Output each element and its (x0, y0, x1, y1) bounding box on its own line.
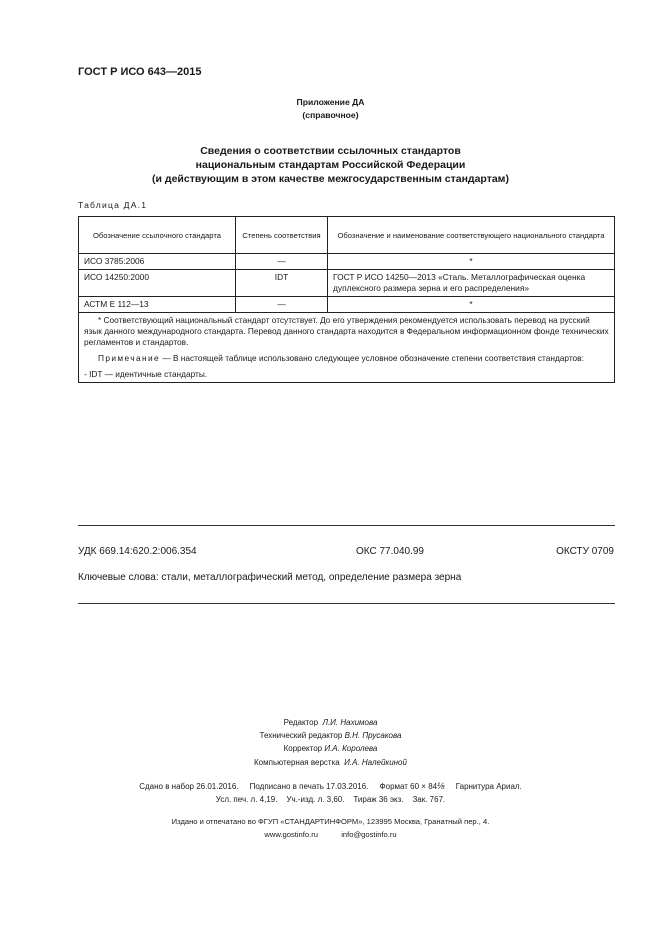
credit-label: Редактор (283, 718, 319, 727)
printer-contacts (0, 829, 661, 842)
credit-name: И.А. Налейкиной (344, 757, 407, 767)
pub-field: Гарнитура Ариал. (455, 782, 522, 791)
table-row (79, 270, 615, 297)
note-text: — В настоящей таблице использовано следующее условное обозначение степени соответствия стандартов: (160, 353, 584, 363)
correspondence-table (78, 216, 615, 383)
credit-name: В.Н. Прусакова (344, 731, 402, 741)
table-row (79, 254, 615, 270)
table-header-row (79, 217, 615, 254)
note-label: Примечание (98, 353, 161, 363)
degree-cell: IDT (236, 270, 328, 297)
national-cell: * (328, 297, 615, 313)
divider (78, 603, 615, 604)
divider (78, 525, 615, 526)
udk-code: УДК 669.14:620.2:006.354 (78, 546, 197, 557)
credit-label: Корректор (283, 744, 323, 754)
title-line: (и действующим в этом качестве межгосударственным стандартам) (152, 173, 509, 185)
credit-editor (0, 716, 661, 729)
publication-info (0, 780, 661, 806)
column-header: Степень соответствия (236, 217, 328, 254)
column-header: Обозначение и наименование соответствующего национального стандарта (328, 217, 615, 254)
table-notes-row (79, 313, 615, 383)
credit-name: И.А. Королева (324, 744, 378, 754)
pub-field: Усл. печ. л. 4,19. (215, 794, 278, 804)
credit-label: Технический редактор (259, 731, 343, 741)
publication-line-1 (0, 780, 661, 794)
table-caption: Таблица ДА.1 (78, 200, 148, 210)
printer-info (0, 816, 661, 841)
ref-cell: ИСО 14250:2000 (79, 270, 236, 297)
okstu-code: ОКСТУ 0709 (556, 546, 614, 557)
printer-site: www.gostinfo.ru (264, 829, 318, 839)
credit-label: Компьютерная верстка (254, 757, 340, 767)
table-notes (79, 313, 615, 383)
printer-line: Издано и отпечатано во ФГУП «СТАНДАРТИНФОРМ», 123995 Москва, Гранатный пер., 4. (171, 817, 490, 826)
note-item: - IDT — идентичные стандарты. (84, 369, 208, 379)
pub-field: Тираж 36 экз. (353, 794, 404, 804)
oks-code: ОКС 77.040.99 (356, 546, 424, 557)
national-cell: ГОСТ Р ИСО 14250—2013 «Сталь. Металлографическая оценка дуплексного размера зерна и его распределения» (328, 270, 615, 297)
degree-cell: — (236, 254, 328, 270)
title-line: национальным стандартам Российской Федерации (195, 159, 466, 171)
publication-line-2 (0, 794, 661, 807)
document-title (0, 144, 661, 186)
printer-email: info@gostinfo.ru (341, 829, 397, 839)
table-footnote: * Соответствующий национальный стандарт отсутствует. До его утверждения рекомендуется использовать перевод на русский язык данного международного стандарта. Перевод данного стандарта находится в Федеральном информационном фонде технических регламентов и стандартов. (84, 315, 609, 347)
credits (0, 716, 661, 769)
title-line: Сведения о соответствии ссылочных стандартов (200, 145, 461, 157)
pub-field: Уч.-изд. л. 3,60. (286, 794, 345, 804)
national-cell: * (328, 254, 615, 270)
degree-cell: — (236, 297, 328, 313)
credit-name: Л.И. Нахимова (322, 718, 378, 727)
appendix-heading (0, 96, 661, 122)
credit-corrector (0, 742, 661, 755)
pub-field: Подписано в печать 17.03.2016. (249, 782, 369, 791)
standard-code: ГОСТ Р ИСО 643—2015 (78, 66, 202, 78)
pub-field: Зак. 767. (412, 794, 446, 804)
ref-cell: ИСО 3785:2006 (79, 254, 236, 270)
appendix-subtitle: (справочное) (302, 110, 359, 120)
pub-field: Формат 60 × 84 (379, 782, 438, 791)
credit-layout (0, 756, 661, 769)
column-header: Обозначение ссылочного стандарта (79, 217, 236, 254)
credit-tech-editor (0, 729, 661, 742)
pub-field: Сдано в набор 26.01.2016. (139, 782, 239, 791)
table-note (84, 353, 609, 364)
format-fraction: ⅛ (437, 781, 445, 791)
keywords: Ключевые слова: стали, металлографический метод, определение размера зерна (78, 572, 462, 583)
table-row (79, 297, 615, 313)
ref-cell: АСТМ Е 112—13 (79, 297, 236, 313)
appendix-title: Приложение ДА (296, 97, 365, 107)
